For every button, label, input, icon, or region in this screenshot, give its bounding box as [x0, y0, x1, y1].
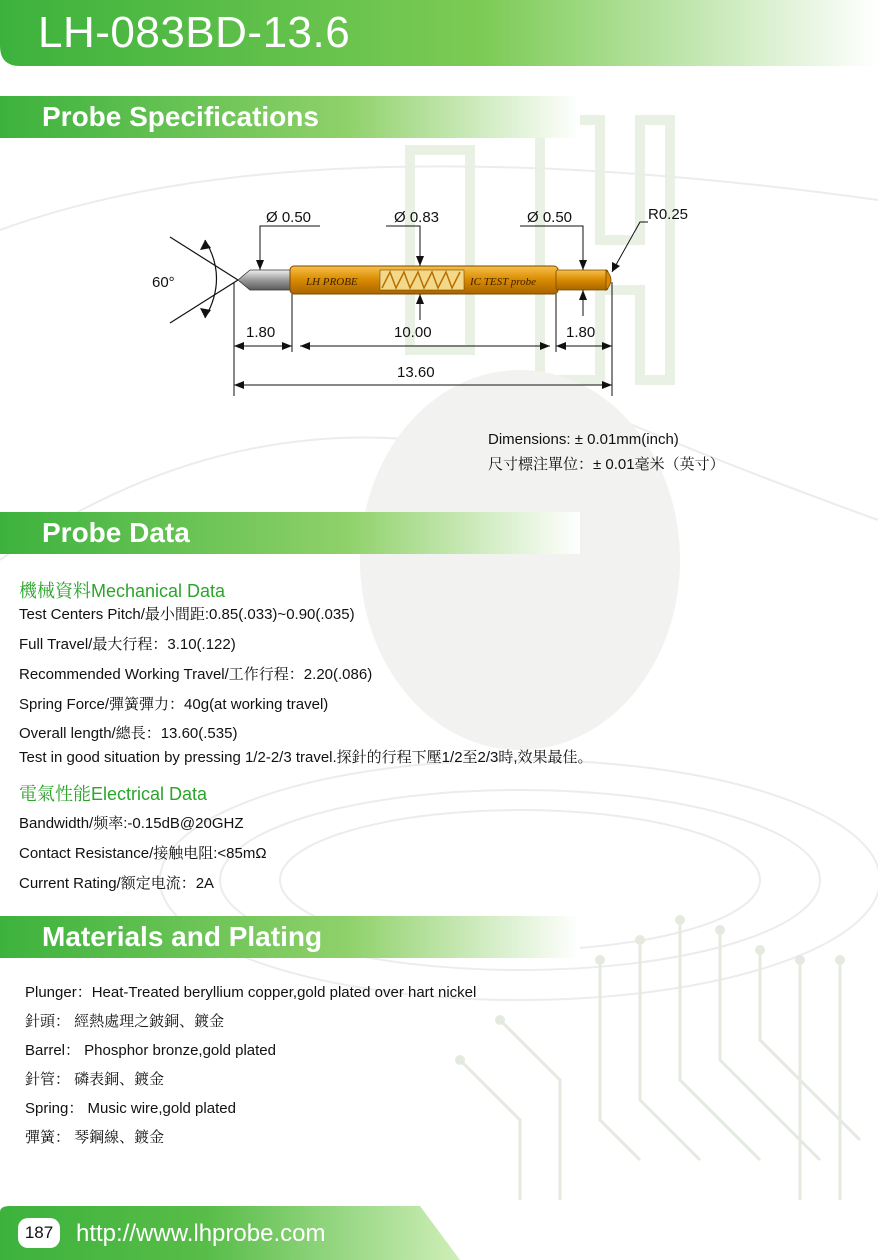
materials-line: Spring： Music wire,gold plated — [25, 1100, 236, 1117]
electrical-heading: 電氣性能Electrical Data — [19, 784, 208, 804]
barrel-label-left: LH PROBE — [306, 276, 358, 288]
website-url[interactable]: http://www.lhprobe.com — [76, 1220, 326, 1247]
length-mid-label: 10.00 — [394, 324, 432, 341]
mechanical-heading: 機械資料Mechanical Data — [19, 581, 226, 601]
angle-label: 60° — [152, 274, 175, 291]
dimensions-note-zh: 尺寸標注單位：± 0.01毫米（英寸） — [488, 456, 725, 473]
mechanical-line: Test in good situation by pressing 1/2-2/3 travel.探針的行程下壓1/2至2/3時,效果最佳。 — [19, 749, 593, 766]
radius-label: R0.25 — [648, 206, 689, 223]
page-number: 187 — [18, 1218, 60, 1248]
dimensions-note-en: Dimensions: ± 0.01mm(inch) — [488, 431, 679, 448]
materials-line: 彈簧： 琴鋼線、鍍金 — [25, 1129, 165, 1146]
length-total-label: 13.60 — [397, 364, 435, 381]
length-right-label: 1.80 — [566, 324, 596, 341]
electrical-line: Contact Resistance/接触电阻:<85mΩ — [19, 845, 267, 862]
diameter-right-label: Ø 0.50 — [527, 209, 573, 226]
mechanical-line: Recommended Working Travel/工作行程：2.20(.086) — [19, 666, 373, 683]
probe-diagram — [0, 190, 878, 420]
diameter-mid-label: Ø 0.83 — [394, 209, 440, 226]
electrical-line: Current Rating/额定电流：2A — [19, 875, 215, 892]
section-title-data: Probe Data — [42, 517, 190, 548]
page-title: LH-083BD-13.6 — [38, 8, 351, 57]
electrical-line: Bandwidth/频率:-0.15dB@20GHZ — [19, 815, 244, 832]
barrel-label-right: IC TEST probe — [470, 276, 537, 288]
materials-line: Plunger：Heat-Treated beryllium copper,gold plated over hart nickel — [25, 984, 477, 1001]
mechanical-line: Spring Force/彈簧彈力：40g(at working travel) — [19, 696, 329, 713]
section-title-specs: Probe Specifications — [42, 101, 319, 132]
materials-line: 針頭： 經熱處理之鈹銅、鍍金 — [25, 1013, 225, 1030]
section-title-materials: Materials and Plating — [42, 921, 323, 952]
materials-line: Barrel： Phosphor bronze,gold plated — [25, 1042, 276, 1059]
mechanical-line: Full Travel/最大行程：3.10(.122) — [19, 636, 236, 653]
materials-line: 針管： 磷表銅、鍍金 — [25, 1071, 165, 1088]
mechanical-line: Overall length/總長：13.60(.535) — [19, 725, 238, 742]
mechanical-line: Test Centers Pitch/最小間距:0.85(.033)~0.90(.035) — [19, 606, 355, 623]
length-left-label: 1.80 — [246, 324, 276, 341]
diameter-left-label: Ø 0.50 — [266, 209, 312, 226]
